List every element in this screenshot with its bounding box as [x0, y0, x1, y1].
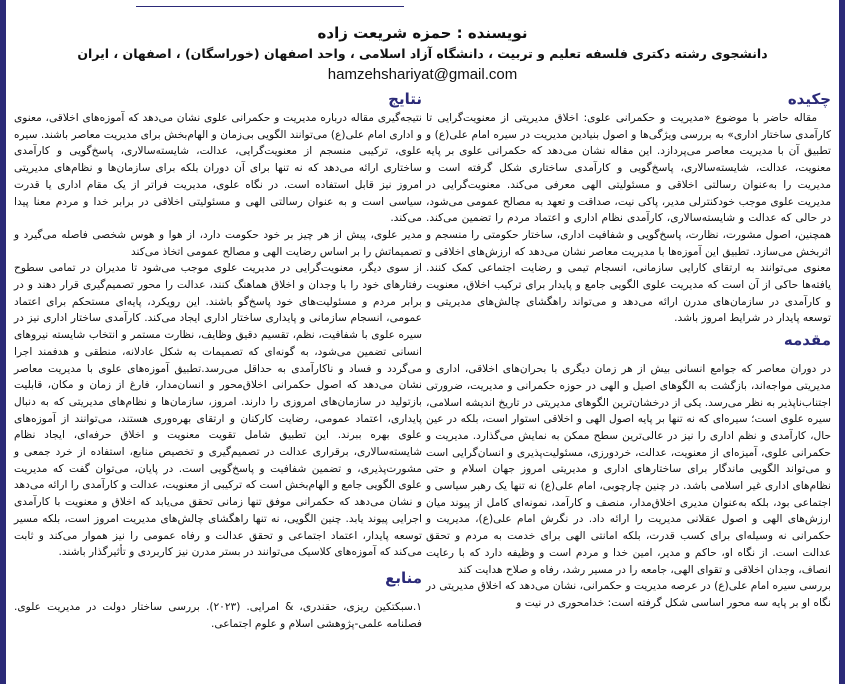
author-email: hamzehshariyat@gmail.com — [327, 66, 518, 83]
abstract-heading: چکیده — [787, 90, 831, 108]
header-rule — [136, 6, 404, 7]
paper-header — [0, 22, 845, 86]
author-line: نویسنده : حمزه شریعت زاده — [317, 24, 528, 42]
page-border-left — [0, 0, 6, 684]
introduction-paragraph: در دوران معاصر که جوامع انسانی بیش از هر زمان دیگری با بحران‌های اخلاقی، اداری و مدیریتی مواجه‌اند، بازگشت به الگوهای اصیل و الهی در حوزه حکمرانی و مدیریت، ضرورتی اجتناب‌ناپذیر به نظر می‌رسد. یکی از درخشان‌ترین الگوهای مدیریتی در تاریخ اندیشه اسلامی، سیره علوی است؛ سیره‌ای که نه تنها بر پایه اصول الهی و اخلاقی استوار است، بلکه در عین حال، کارآمدی و نظم اداری را نیز در عالی‌ترین سطح ممکن به نمایش می‌گذارد. مدیریت و حکمرانی علوی، آمیزه‌ای از معنویت، عدالت، خردورزی، مسئولیت‌پذیری و انسان‌گرایی است و می‌تواند الگویی ماندگار برای ساختارهای اداری و مدیریتی امروز جهان اسلام و حتی نظام‌های اداری غیر اسلامی باشد. در چنین چارچوبی، امام علی(ع) نه تنها یک رهبر سیاسی و اجتماعی بود، بلکه به‌عنوان مدیری اخلاق‌مدار، منصف و کارآمد، نمونه‌ای کامل از پیوند میان ارزش‌های الهی و اصول عقلانی مدیریت را ارائه داد. در نگرش امام علی(ع)، مدیریت و حکمرانی نه وسیله‌ای برای کسب قدرت، بلکه امانتی الهی برای خدمت به مردم و تحقق عدالت است. از نگاه او، حاکم و مدیر، امین خدا و مردم است و وظیفه دارد که با رعایت انصاف، وجدان اخلاقی و تقوای الهی، جامعه را در مسیر رشد، رفاه و صلاح هدایت کند — [426, 363, 831, 576]
affiliation-line: دانشجوی رشته دکتری فلسفه تعلیم و تربیت ، دانشگاه آزاد اسلامی ، واحد اصفهان (خوراسگان) ، اصفهان ، ایران — [77, 46, 768, 61]
results-paragraph: از سوی دیگر، معنویت‌گرایی در مدیریت علوی موجب می‌شود تا مدیران در تمامی سطوح رفتارهای خود را با وجدان و اخلاق هماهنگ کنند، عدالت را محور تصمیم‌گیری قرار دهند و در برابر مردم و مسئولیت‌های خود پاسخ‌گو باشند. این رویکرد، پایه‌ای مستحکم برای اعتماد عمومی، انسجام سازمانی و پایداری ساختار اداری ایجاد می‌کند. کارآمدی ساختار اداری نیز در سیره علوی با شفافیت، نظم، تقسیم دقیق وظایف، نظارت مستمر و انتخاب شایسته نیروهای انسانی تضمین می‌شود، به گونه‌ای که تصمیمات به شکل عادلانه، منطقی و هدفمند اجرا می‌گردد و فساد و ناکارآمدی به حداقل می‌رسد.تطبیق آموزه‌های علوی با مدیریت معاصر نشان می‌دهد که اصول حکمرانی اخلاق‌محور و انسان‌مدار، فارغ از زمان و مکان، قابلیت بازتولید در سازمان‌های امروزی را دارند. امروز، سازمان‌ها و نظام‌های مدیریتی که به دنبال پایداری، اعتماد عمومی، رضایت کارکنان و ارتقای بهره‌وری هستند، می‌توانند از آموزه‌های علوی بهره ببرند. این تطبیق شامل تقویت معنویت و اخلاق حرفه‌ای، ایجاد نظام شایسته‌سالاری، برقراری عدالت در تصمیم‌گیری و تخصیص منابع، استفاده از خرد جمعی و مشورت‌پذیری، و تضمین شفافیت و پاسخ‌گویی است. در پایان، می‌توان گفت که مدیریت علوی الگویی جامع و الهام‌بخش است که ترکیبی از معنویت، عدالت و کارآمدی را ارائه می‌دهد و نشان می‌دهد که حکمرانی موفق تنها زمانی تحقق می‌یابد که اخلاق و معنویت با کارآمدی اجرایی پیوند یابد. چنین الگویی، نه تنها راهگشای چالش‌های مدیریت امروز است، بلکه مسیر توسعه پایدار، اعتماد اجتماعی و تحقق عدالت و رفاه عمومی را نیز هموار می‌کند و ثابت می‌کند که آموزه‌های کلاسیک می‌توانند در بستر مدرن نیز کاربردی و تأثیرگذار باشند. — [14, 262, 422, 559]
reference-item: ۱.سبکتکین ریزی، حقندری، & امرایی. (۲۰۲۳). بررسی ساختار دولت در مدیریت علوی. فصلنامه علمی-پژوهشی اسلام و علوم اجتماعی. — [14, 600, 422, 630]
results-heading: نتایج — [388, 90, 422, 108]
left-column — [14, 88, 422, 632]
results-paragraph: نتیجه‌گیری مقاله درباره مدیریت و حکمرانی علوی نشان می‌دهد که آموزه‌های اخلاقی، معنوی و اداری امام علی(ع) می‌توانند الگویی بی‌زمان و الهام‌بخش برای مدیریت معاصر باشند. سیره علوی، ترکیبی منسجم از معنویت‌گرایی، عدالت، شایسته‌سالاری، پاسخ‌گویی و کارآمدی ساختاری ارائه می‌دهد که نه تنها برای آن دوران بلکه برای سازمان‌ها و نظام‌های مدیریتی امروز نیز قابل استفاده است. در نگاه علوی، مدیریت فراتر از یک مقام اداری یا قدرت سیاسی است و به عنوان رسالتی الهی و مسئولیتی اخلاقی در برابر خدا و مردم معنا پیدا می‌کند. — [14, 112, 422, 225]
abstract-text: مقاله حاضر با موضوع «مدیریت و حکمرانی علوی: اخلاق مدیریتی از معنویت‌گرایی تا کارآمدی ساختار اداری» به بررسی ویژگی‌ها و اصول بنیادین مدیریت در سیره امام علی(ع) و تطبیق آن با مدیریت معاصر می‌پردازد. این مقاله نشان می‌دهد که حکمرانی علوی بر پایه معنویت، عدالت، شایسته‌سالاری، پاسخ‌گویی و کارآمدی ساختاری شکل گرفته است و مدیریت را به‌عنوان رسالتی اخلاقی و مسئولیتی الهی معرفی می‌کند. معنویت‌گرایی در مدیریت علوی موجب خودکنترلی مدیر، پاکی نیت، صداقت و تعهد به مصالح عمومی می‌شود، در حالی که عدالت و شایسته‌سالاری، کارآمدی نظام اداری و اعتماد مردم را تضمین می‌کند. همچنین، اصول مشورت، نظارت، پاسخ‌گویی و شفافیت اداری، ساختار حکومتی را منسجم و اثربخش می‌سازد. تطبیق این آموزه‌ها با مدیریت معاصر نشان می‌دهد که ارزش‌های اخلاقی و معنوی می‌توانند به ارتقای کارایی سازمانی، انسجام تیمی و رضایت اجتماعی کمک کنند. یافته‌ها حاکی از آن است که مدیریت علوی الگویی جامع و پایدار برای ترکیب اخلاق، معنویت و کارآمدی در سازمان‌های مدرن ارائه می‌دهد و می‌تواند راهگشای چالش‌های مدیریتی و توسعه پایدار در شرایط امروز باشد. — [426, 112, 831, 325]
results-paragraph: مدیر علوی، پیش از هر چیز بر خود حکومت دارد، از هوا و هوس شخصی فاصله می‌گیرد و تصمیماتش را بر اساس رضایت الهی و مصالح عمومی اتخاذ می‌کند — [14, 228, 422, 258]
right-column — [426, 88, 831, 612]
introduction-paragraph: بررسی سیره امام علی(ع) در عرصه مدیریت و حکمرانی، نشان می‌دهد که اخلاق مدیریتی در نگاه او بر پایه سه محور اساسی شکل گرفته است: خدامحوری در نیت و — [426, 580, 831, 609]
introduction-heading: مقدمه — [783, 331, 831, 350]
page-border-right — [839, 0, 845, 684]
references-heading: منابع — [385, 568, 422, 587]
